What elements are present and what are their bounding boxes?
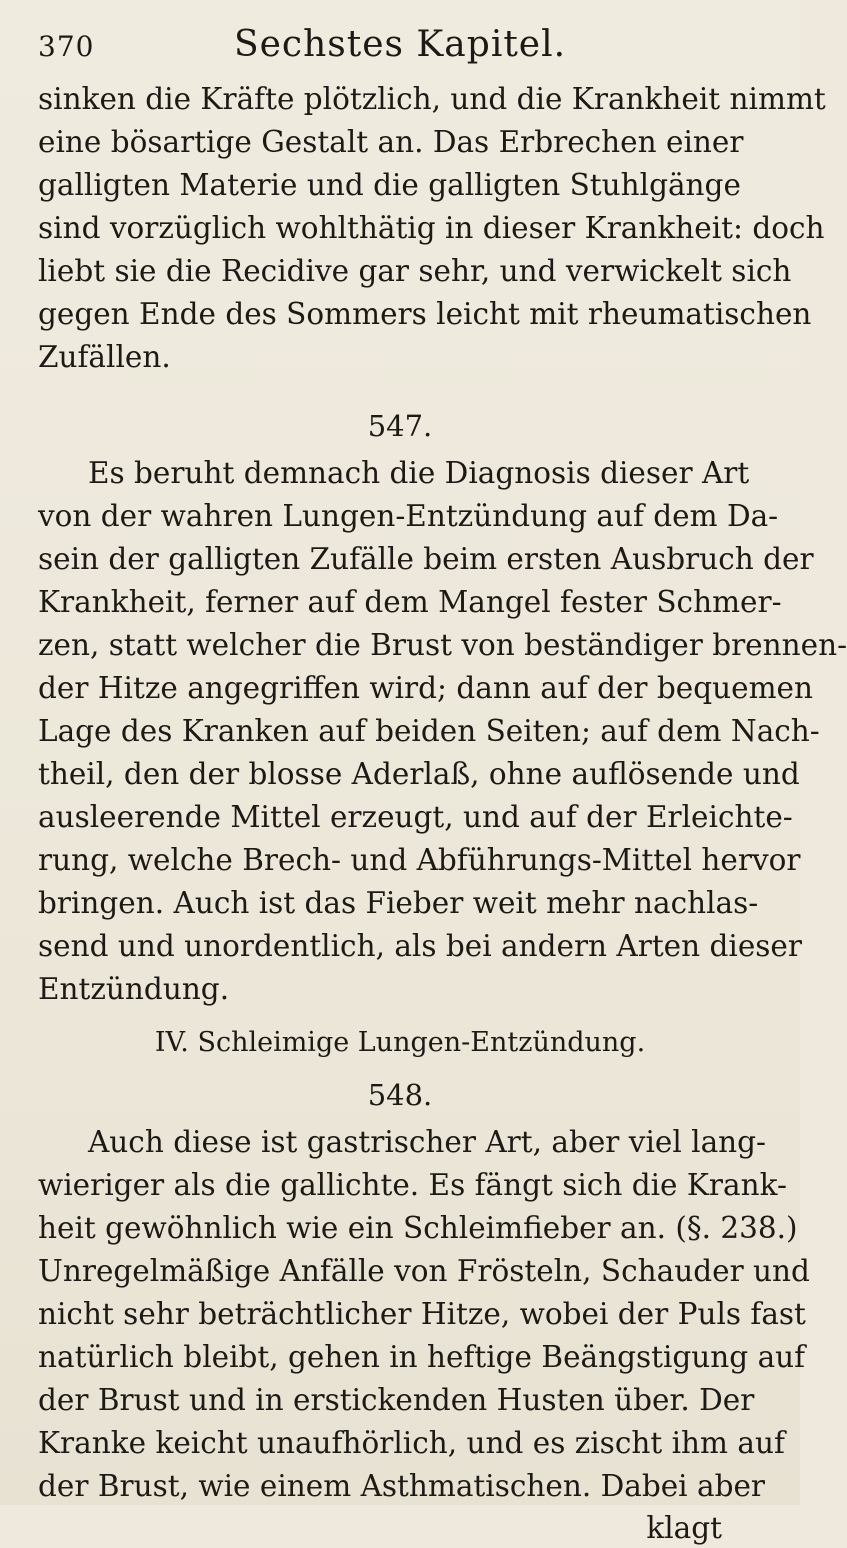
text-line: send und unordentlich, als bei andern Arten dieser <box>38 929 802 963</box>
text-line: der Hitze angegriffen wird; dann auf der bequemen <box>38 671 814 705</box>
text-line: Auch diese ist gastrischer Art, aber viel lang- <box>88 1125 767 1159</box>
text-line: nicht sehr beträchtlicher Hitze, wobei der Puls fast <box>38 1297 806 1331</box>
text-line: bringen. Auch ist das Fieber weit mehr nachlas- <box>38 886 759 920</box>
section-heading: IV. Schleimige Lungen-Entzündung. <box>154 1027 646 1058</box>
text-line: Unregelmäßige Anfälle von Frösteln, Schauder und <box>38 1254 810 1288</box>
text-line: eine bösartige Gestalt an. Das Erbrechen einer <box>38 125 744 159</box>
text-line: wieriger als die gallichte. Es fängt sich die Krank- <box>38 1168 787 1202</box>
text-line: sein der galligten Zufälle beim ersten Ausbruch der <box>38 542 814 576</box>
text-line: galligten Materie und die galligten Stuhlgänge <box>38 168 741 202</box>
text-line: Kranke keicht unaufhörlich, und es zischt ihm auf <box>38 1426 785 1460</box>
page-number: 370 <box>38 30 95 63</box>
text-line: gegen Ende des Sommers leicht mit rheumatischen <box>38 297 812 331</box>
text-line: liebt sie die Recidive gar sehr, und verwickelt sich <box>38 254 792 288</box>
text-line: Entzündung. <box>38 972 230 1006</box>
text-line: von der wahren Lungen-Entzündung auf dem Da- <box>38 499 779 533</box>
text-line: Lage des Kranken auf beiden Seiten; auf dem Nach- <box>38 714 820 748</box>
catchword: klagt <box>646 1511 722 1545</box>
text-line: natürlich bleibt, gehen in heftige Beängstigung auf <box>38 1340 806 1374</box>
paragraph-2 <box>38 452 847 1011</box>
text-line: sind vorzüglich wohlthätig in dieser Krankheit: doch <box>38 211 825 245</box>
section-number-548: 548. <box>367 1078 433 1112</box>
text-line: zen, statt welcher die Brust von beständiger brennen- <box>38 628 847 662</box>
text-line: heit gewöhnlich wie ein Schleimfieber an. (§. 238.) <box>38 1211 798 1245</box>
section-number-547: 547. <box>367 409 433 443</box>
text-line: ausleerende Mittel erzeugt, und auf der Erleichte- <box>38 800 793 834</box>
text-line: theil, den der blosse Aderlaß, ohne auflösende und <box>38 757 800 791</box>
page-header <box>38 22 762 78</box>
text-line: Es beruht demnach die Diagnosis dieser Art <box>88 456 750 490</box>
text-line: Zufällen. <box>38 340 171 374</box>
text-line: der Brust und in erstickenden Husten über. Der <box>38 1383 755 1417</box>
text-line: der Brust, wie einem Asthmatischen. Dabei aber <box>38 1469 766 1503</box>
running-head: Sechstes Kapitel. <box>233 24 567 65</box>
paragraph-3 <box>38 1121 810 1508</box>
paragraph-1 <box>38 78 826 379</box>
text-line: sinken die Kräfte plötzlich, und die Krankheit nimmt <box>38 82 826 116</box>
text-line: Krankheit, ferner auf dem Mangel fester Schmer- <box>38 585 782 619</box>
text-line: rung, welche Brech- und Abführungs-Mittel hervor <box>38 843 801 877</box>
